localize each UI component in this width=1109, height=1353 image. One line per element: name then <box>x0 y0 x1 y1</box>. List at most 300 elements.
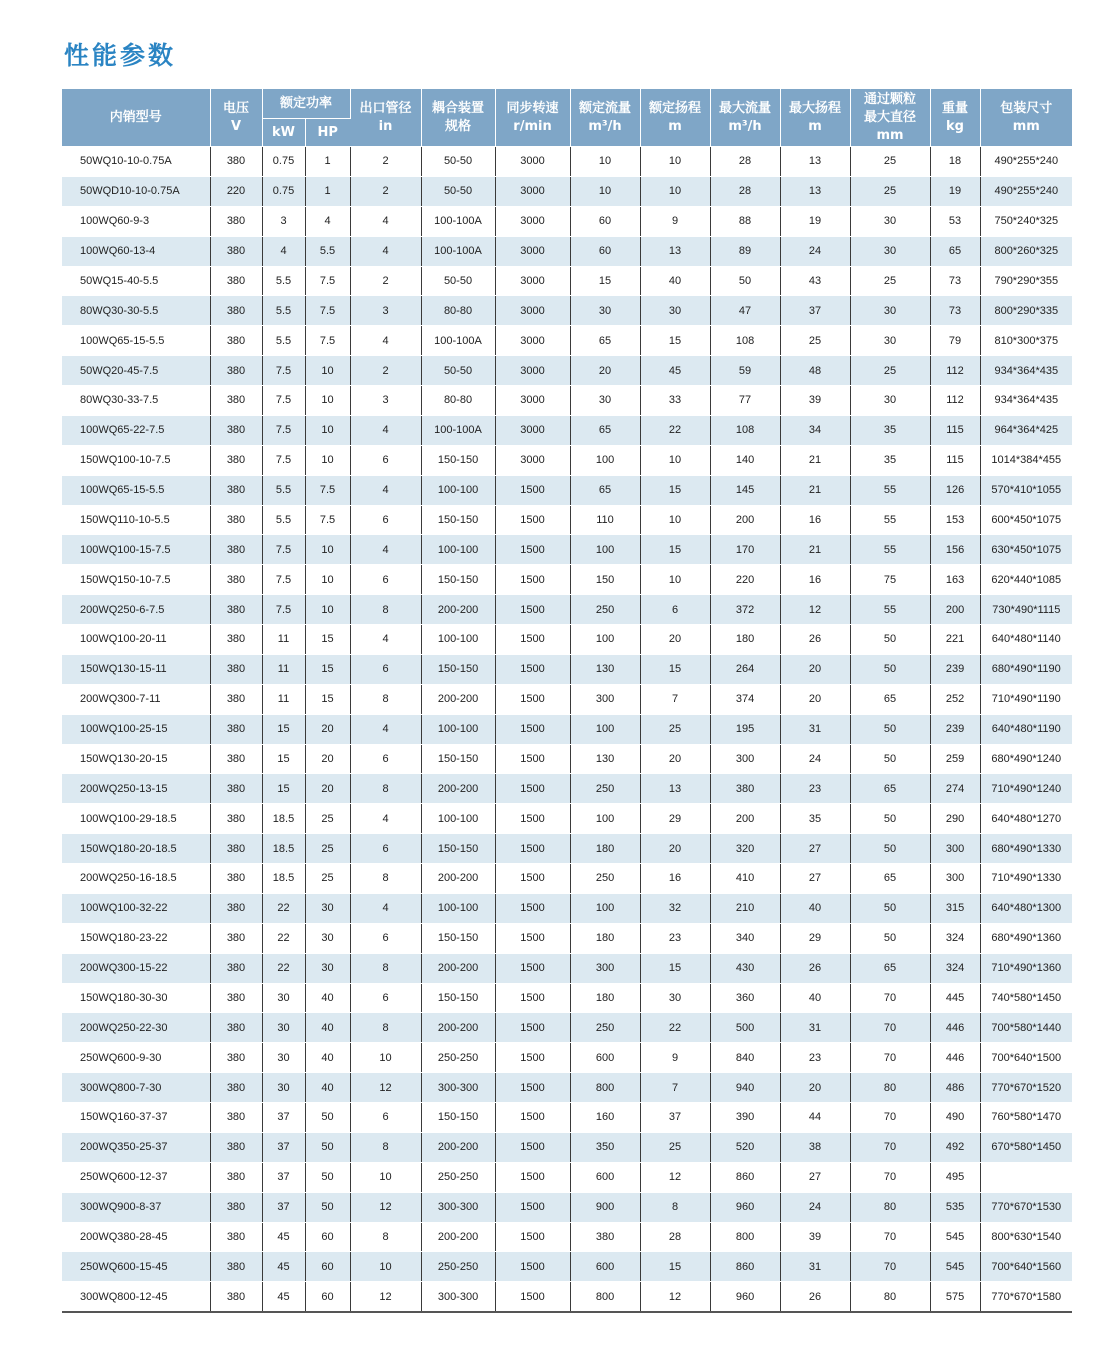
cell-max-head: 29 <box>780 923 850 953</box>
performance-table <box>62 89 1072 1313</box>
cell-weight: 112 <box>930 386 980 416</box>
cell-rated-head: 15 <box>640 654 710 684</box>
cell-max-head: 16 <box>780 505 850 535</box>
cell-model: 100WQ60-9-3 <box>62 206 210 236</box>
cell-weight: 492 <box>930 1132 980 1162</box>
cell-max-head: 19 <box>780 206 850 236</box>
cell-rated-flow: 180 <box>570 834 640 864</box>
cell-rated-flow: 10 <box>570 176 640 206</box>
cell-voltage: 380 <box>210 326 262 356</box>
cell-rated-flow: 250 <box>570 595 640 625</box>
cell-outlet: 10 <box>350 1043 421 1073</box>
cell-max-flow: 89 <box>710 236 780 266</box>
cell-max-flow: 300 <box>710 744 780 774</box>
cell-speed: 1500 <box>495 565 570 595</box>
table-row <box>62 1192 1072 1222</box>
header-max-head: 最大扬程 m <box>780 89 850 147</box>
cell-particle: 55 <box>850 595 930 625</box>
cell-rated-head: 15 <box>640 535 710 565</box>
cell-particle: 25 <box>850 356 930 386</box>
cell-particle: 35 <box>850 415 930 445</box>
cell-particle: 25 <box>850 176 930 206</box>
cell-max-flow: 940 <box>710 1073 780 1103</box>
cell-max-flow: 47 <box>710 296 780 326</box>
cell-rated-head: 10 <box>640 565 710 595</box>
cell-model: 300WQ800-7-30 <box>62 1073 210 1103</box>
cell-speed: 1500 <box>495 625 570 655</box>
cell-model: 150WQ110-10-5.5 <box>62 505 210 535</box>
cell-particle: 65 <box>850 684 930 714</box>
cell-max-head: 27 <box>780 1162 850 1192</box>
cell-package: 630*450*1075 <box>980 535 1072 565</box>
cell-package: 760*580*1470 <box>980 1103 1072 1133</box>
cell-rated-flow: 250 <box>570 864 640 894</box>
cell-rated-head: 25 <box>640 1132 710 1162</box>
table-row <box>62 147 1072 177</box>
cell-particle: 50 <box>850 893 930 923</box>
cell-outlet: 8 <box>350 864 421 894</box>
table-row <box>62 654 1072 684</box>
cell-model: 50WQ10-10-0.75A <box>62 147 210 177</box>
cell-weight: 315 <box>930 893 980 923</box>
cell-coupling: 200-200 <box>421 595 495 625</box>
cell-package: 700*580*1440 <box>980 1013 1072 1043</box>
cell-kw: 30 <box>262 1013 305 1043</box>
cell-voltage: 380 <box>210 147 262 177</box>
cell-package: 710*490*1330 <box>980 864 1072 894</box>
cell-speed: 1500 <box>495 923 570 953</box>
cell-rated-head: 22 <box>640 1013 710 1043</box>
cell-weight: 324 <box>930 923 980 953</box>
cell-particle: 70 <box>850 1103 930 1133</box>
cell-weight: 115 <box>930 415 980 445</box>
cell-weight: 575 <box>930 1282 980 1312</box>
cell-weight: 446 <box>930 1013 980 1043</box>
cell-max-head: 31 <box>780 1252 850 1282</box>
cell-rated-flow: 65 <box>570 475 640 505</box>
cell-model: 300WQ900-8-37 <box>62 1192 210 1222</box>
cell-model: 200WQ250-16-18.5 <box>62 864 210 894</box>
cell-kw: 18.5 <box>262 834 305 864</box>
cell-kw: 7.5 <box>262 356 305 386</box>
cell-rated-head: 7 <box>640 684 710 714</box>
cell-kw: 15 <box>262 774 305 804</box>
cell-speed: 1500 <box>495 1013 570 1043</box>
cell-max-flow: 390 <box>710 1103 780 1133</box>
cell-voltage: 220 <box>210 176 262 206</box>
cell-speed: 1500 <box>495 1043 570 1073</box>
table-row <box>62 1282 1072 1312</box>
cell-model: 80WQ30-30-5.5 <box>62 296 210 326</box>
cell-particle: 25 <box>850 266 930 296</box>
cell-rated-head: 10 <box>640 445 710 475</box>
cell-outlet: 10 <box>350 1162 421 1192</box>
cell-package: 700*640*1560 <box>980 1252 1072 1282</box>
cell-coupling: 200-200 <box>421 1013 495 1043</box>
cell-voltage: 380 <box>210 804 262 834</box>
cell-outlet: 4 <box>350 535 421 565</box>
cell-particle: 70 <box>850 1043 930 1073</box>
cell-voltage: 380 <box>210 1222 262 1252</box>
cell-hp: 10 <box>305 415 350 445</box>
cell-hp: 20 <box>305 774 350 804</box>
cell-rated-flow: 300 <box>570 684 640 714</box>
cell-outlet: 12 <box>350 1282 421 1312</box>
cell-rated-flow: 600 <box>570 1162 640 1192</box>
cell-voltage: 380 <box>210 1282 262 1312</box>
header-sync-speed: 同步转速 r/min <box>495 89 570 147</box>
cell-hp: 40 <box>305 1073 350 1103</box>
cell-max-flow: 195 <box>710 714 780 744</box>
cell-coupling: 150-150 <box>421 445 495 475</box>
cell-coupling: 150-150 <box>421 654 495 684</box>
cell-speed: 1500 <box>495 654 570 684</box>
cell-rated-flow: 130 <box>570 654 640 684</box>
table-row <box>62 1043 1072 1073</box>
cell-coupling: 150-150 <box>421 834 495 864</box>
cell-voltage: 380 <box>210 1043 262 1073</box>
cell-hp: 10 <box>305 535 350 565</box>
cell-max-flow: 59 <box>710 356 780 386</box>
cell-max-head: 48 <box>780 356 850 386</box>
cell-kw: 45 <box>262 1222 305 1252</box>
cell-model: 100WQ100-32-22 <box>62 893 210 923</box>
cell-hp: 20 <box>305 744 350 774</box>
cell-voltage: 380 <box>210 475 262 505</box>
cell-rated-head: 9 <box>640 1043 710 1073</box>
cell-voltage: 380 <box>210 1103 262 1133</box>
cell-model: 250WQ600-12-37 <box>62 1162 210 1192</box>
cell-outlet: 4 <box>350 326 421 356</box>
cell-max-flow: 77 <box>710 386 780 416</box>
cell-hp: 15 <box>305 654 350 684</box>
cell-package: 934*364*435 <box>980 356 1072 386</box>
cell-max-flow: 264 <box>710 654 780 684</box>
cell-hp: 60 <box>305 1252 350 1282</box>
cell-rated-flow: 30 <box>570 296 640 326</box>
cell-outlet: 4 <box>350 893 421 923</box>
cell-weight: 18 <box>930 147 980 177</box>
table-row <box>62 475 1072 505</box>
cell-speed: 1500 <box>495 1222 570 1252</box>
cell-outlet: 2 <box>350 356 421 386</box>
cell-max-head: 24 <box>780 744 850 774</box>
cell-max-head: 24 <box>780 236 850 266</box>
cell-package: 800*290*335 <box>980 296 1072 326</box>
cell-rated-head: 15 <box>640 326 710 356</box>
cell-particle: 70 <box>850 1162 930 1192</box>
cell-max-head: 26 <box>780 1282 850 1312</box>
cell-voltage: 380 <box>210 1013 262 1043</box>
cell-rated-head: 13 <box>640 774 710 804</box>
table-row <box>62 505 1072 535</box>
cell-voltage: 380 <box>210 296 262 326</box>
cell-kw: 45 <box>262 1252 305 1282</box>
cell-outlet: 4 <box>350 236 421 266</box>
cell-speed: 1500 <box>495 1162 570 1192</box>
cell-voltage: 380 <box>210 356 262 386</box>
cell-kw: 18.5 <box>262 864 305 894</box>
cell-outlet: 4 <box>350 625 421 655</box>
cell-coupling: 100-100 <box>421 535 495 565</box>
cell-hp: 20 <box>305 714 350 744</box>
cell-max-head: 21 <box>780 535 850 565</box>
cell-max-head: 31 <box>780 1013 850 1043</box>
cell-rated-flow: 300 <box>570 953 640 983</box>
cell-kw: 7.5 <box>262 595 305 625</box>
cell-weight: 153 <box>930 505 980 535</box>
cell-particle: 70 <box>850 983 930 1013</box>
table-row <box>62 206 1072 236</box>
table-row <box>62 804 1072 834</box>
cell-kw: 22 <box>262 953 305 983</box>
cell-voltage: 380 <box>210 983 262 1013</box>
cell-package: 800*260*325 <box>980 236 1072 266</box>
cell-voltage: 380 <box>210 445 262 475</box>
table-row <box>62 356 1072 386</box>
header-coupling: 耦合装置 规格 <box>421 89 495 147</box>
cell-rated-flow: 180 <box>570 983 640 1013</box>
cell-rated-head: 20 <box>640 625 710 655</box>
cell-max-head: 23 <box>780 1043 850 1073</box>
cell-outlet: 8 <box>350 953 421 983</box>
cell-rated-head: 33 <box>640 386 710 416</box>
cell-max-head: 26 <box>780 953 850 983</box>
cell-particle: 75 <box>850 565 930 595</box>
cell-package: 680*490*1240 <box>980 744 1072 774</box>
cell-package <box>980 1162 1072 1192</box>
cell-hp: 40 <box>305 1013 350 1043</box>
cell-kw: 5.5 <box>262 505 305 535</box>
cell-speed: 3000 <box>495 266 570 296</box>
cell-max-head: 21 <box>780 475 850 505</box>
cell-outlet: 4 <box>350 804 421 834</box>
cell-package: 640*480*1190 <box>980 714 1072 744</box>
cell-coupling: 80-80 <box>421 296 495 326</box>
cell-outlet: 8 <box>350 1132 421 1162</box>
cell-outlet: 6 <box>350 834 421 864</box>
cell-rated-head: 15 <box>640 1252 710 1282</box>
cell-coupling: 100-100 <box>421 714 495 744</box>
cell-hp: 7.5 <box>305 326 350 356</box>
cell-rated-head: 12 <box>640 1282 710 1312</box>
cell-model: 50WQ15-40-5.5 <box>62 266 210 296</box>
cell-weight: 65 <box>930 236 980 266</box>
cell-weight: 486 <box>930 1073 980 1103</box>
cell-hp: 7.5 <box>305 266 350 296</box>
cell-coupling: 50-50 <box>421 176 495 206</box>
cell-rated-head: 29 <box>640 804 710 834</box>
cell-outlet: 6 <box>350 744 421 774</box>
cell-particle: 55 <box>850 475 930 505</box>
cell-voltage: 380 <box>210 1192 262 1222</box>
cell-outlet: 8 <box>350 684 421 714</box>
cell-voltage: 380 <box>210 744 262 774</box>
cell-hp: 30 <box>305 923 350 953</box>
cell-rated-head: 15 <box>640 953 710 983</box>
cell-weight: 252 <box>930 684 980 714</box>
cell-hp: 15 <box>305 684 350 714</box>
cell-model: 100WQ65-15-5.5 <box>62 326 210 356</box>
cell-rated-head: 23 <box>640 923 710 953</box>
cell-model: 250WQ600-9-30 <box>62 1043 210 1073</box>
cell-kw: 37 <box>262 1162 305 1192</box>
cell-particle: 50 <box>850 834 930 864</box>
cell-particle: 70 <box>850 1013 930 1043</box>
cell-model: 100WQ100-29-18.5 <box>62 804 210 834</box>
cell-model: 200WQ250-22-30 <box>62 1013 210 1043</box>
cell-rated-head: 15 <box>640 475 710 505</box>
cell-hp: 60 <box>305 1282 350 1312</box>
cell-kw: 5.5 <box>262 475 305 505</box>
cell-rated-flow: 800 <box>570 1073 640 1103</box>
cell-hp: 25 <box>305 834 350 864</box>
cell-outlet: 10 <box>350 1252 421 1282</box>
cell-max-flow: 140 <box>710 445 780 475</box>
cell-particle: 80 <box>850 1282 930 1312</box>
cell-weight: 445 <box>930 983 980 1013</box>
cell-outlet: 4 <box>350 714 421 744</box>
cell-voltage: 380 <box>210 535 262 565</box>
cell-speed: 1500 <box>495 1192 570 1222</box>
cell-max-flow: 360 <box>710 983 780 1013</box>
cell-model: 300WQ800-12-45 <box>62 1282 210 1312</box>
cell-weight: 274 <box>930 774 980 804</box>
cell-kw: 11 <box>262 684 305 714</box>
cell-coupling: 100-100 <box>421 475 495 505</box>
cell-kw: 15 <box>262 714 305 744</box>
cell-max-flow: 960 <box>710 1282 780 1312</box>
cell-hp: 40 <box>305 1043 350 1073</box>
cell-coupling: 200-200 <box>421 774 495 804</box>
cell-package: 730*490*1115 <box>980 595 1072 625</box>
cell-weight: 239 <box>930 714 980 744</box>
header-rated-power: 额定功率 <box>262 89 350 119</box>
cell-hp: 7.5 <box>305 505 350 535</box>
cell-speed: 1500 <box>495 983 570 1013</box>
cell-outlet: 8 <box>350 1222 421 1252</box>
cell-speed: 3000 <box>495 236 570 266</box>
cell-speed: 1500 <box>495 595 570 625</box>
cell-model: 200WQ300-15-22 <box>62 953 210 983</box>
cell-speed: 1500 <box>495 1073 570 1103</box>
cell-voltage: 380 <box>210 266 262 296</box>
cell-kw: 37 <box>262 1132 305 1162</box>
cell-package: 490*255*240 <box>980 147 1072 177</box>
cell-coupling: 100-100A <box>421 415 495 445</box>
cell-rated-flow: 900 <box>570 1192 640 1222</box>
cell-rated-head: 6 <box>640 595 710 625</box>
table-row <box>62 923 1072 953</box>
table-row <box>62 983 1072 1013</box>
cell-speed: 1500 <box>495 864 570 894</box>
cell-speed: 1500 <box>495 953 570 983</box>
cell-kw: 5.5 <box>262 266 305 296</box>
cell-model: 200WQ380-28-45 <box>62 1222 210 1252</box>
cell-max-flow: 372 <box>710 595 780 625</box>
cell-package: 1014*384*455 <box>980 445 1072 475</box>
cell-voltage: 380 <box>210 923 262 953</box>
cell-rated-head: 10 <box>640 505 710 535</box>
cell-rated-flow: 600 <box>570 1043 640 1073</box>
cell-rated-flow: 100 <box>570 893 640 923</box>
cell-hp: 25 <box>305 804 350 834</box>
cell-particle: 70 <box>850 1222 930 1252</box>
cell-model: 150WQ150-10-7.5 <box>62 565 210 595</box>
cell-particle: 30 <box>850 236 930 266</box>
cell-hp: 10 <box>305 445 350 475</box>
cell-rated-head: 30 <box>640 983 710 1013</box>
cell-voltage: 380 <box>210 834 262 864</box>
cell-max-flow: 380 <box>710 774 780 804</box>
table-row <box>62 893 1072 923</box>
cell-hp: 15 <box>305 625 350 655</box>
cell-hp: 4 <box>305 206 350 236</box>
cell-kw: 11 <box>262 654 305 684</box>
cell-outlet: 4 <box>350 206 421 236</box>
cell-max-head: 39 <box>780 1222 850 1252</box>
cell-particle: 65 <box>850 774 930 804</box>
cell-model: 200WQ250-6-7.5 <box>62 595 210 625</box>
table-row <box>62 744 1072 774</box>
cell-coupling: 250-250 <box>421 1252 495 1282</box>
cell-max-head: 13 <box>780 147 850 177</box>
table-row <box>62 266 1072 296</box>
cell-max-flow: 108 <box>710 415 780 445</box>
page-title: 性能参数 <box>64 41 177 70</box>
cell-outlet: 8 <box>350 595 421 625</box>
cell-kw: 37 <box>262 1192 305 1222</box>
header-max-particle: 通过颗粒 最大直径 mm <box>850 89 930 147</box>
table-row <box>62 953 1072 983</box>
cell-speed: 3000 <box>495 206 570 236</box>
cell-rated-head: 7 <box>640 1073 710 1103</box>
cell-particle: 25 <box>850 147 930 177</box>
cell-particle: 50 <box>850 654 930 684</box>
cell-max-head: 20 <box>780 684 850 714</box>
cell-weight: 19 <box>930 176 980 206</box>
cell-max-head: 27 <box>780 834 850 864</box>
cell-max-head: 27 <box>780 864 850 894</box>
cell-hp: 7.5 <box>305 475 350 505</box>
cell-rated-head: 45 <box>640 356 710 386</box>
cell-rated-flow: 60 <box>570 236 640 266</box>
cell-weight: 300 <box>930 864 980 894</box>
cell-voltage: 380 <box>210 893 262 923</box>
cell-kw: 5.5 <box>262 326 305 356</box>
cell-rated-head: 9 <box>640 206 710 236</box>
cell-outlet: 6 <box>350 505 421 535</box>
cell-kw: 22 <box>262 923 305 953</box>
cell-max-flow: 520 <box>710 1132 780 1162</box>
cell-hp: 30 <box>305 953 350 983</box>
cell-speed: 1500 <box>495 893 570 923</box>
cell-kw: 4 <box>262 236 305 266</box>
cell-particle: 50 <box>850 744 930 774</box>
cell-weight: 115 <box>930 445 980 475</box>
cell-max-flow: 210 <box>710 893 780 923</box>
cell-rated-head: 28 <box>640 1222 710 1252</box>
cell-coupling: 200-200 <box>421 953 495 983</box>
cell-rated-flow: 130 <box>570 744 640 774</box>
cell-kw: 0.75 <box>262 176 305 206</box>
table-row <box>62 1013 1072 1043</box>
cell-max-flow: 28 <box>710 176 780 206</box>
cell-max-flow: 180 <box>710 625 780 655</box>
cell-speed: 1500 <box>495 684 570 714</box>
cell-max-head: 40 <box>780 983 850 1013</box>
cell-coupling: 300-300 <box>421 1282 495 1312</box>
